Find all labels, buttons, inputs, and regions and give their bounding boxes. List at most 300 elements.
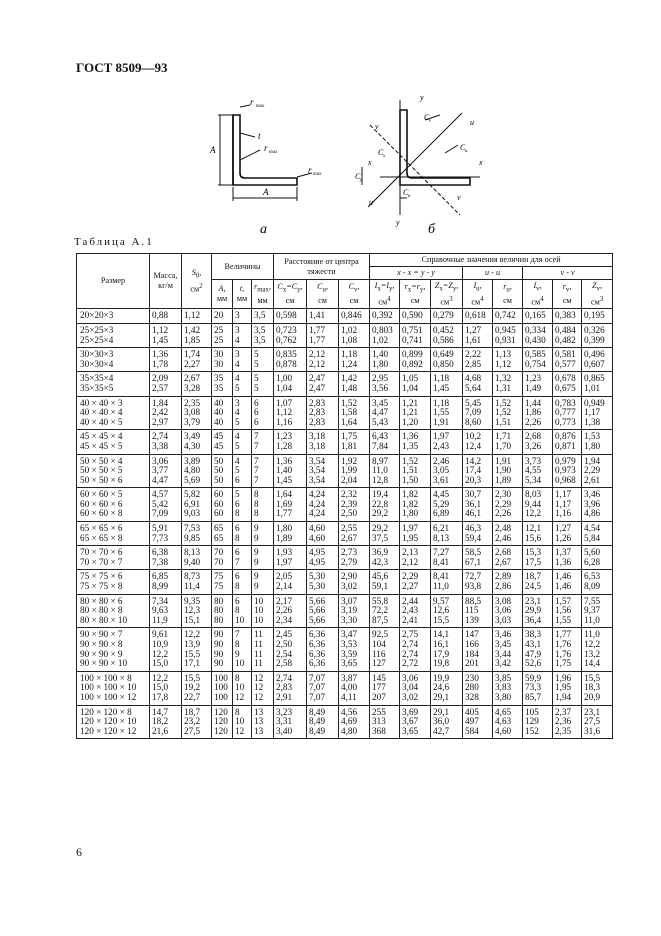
profile-value: 5 — [235, 440, 240, 451]
value-cell — [252, 570, 274, 594]
size-cell — [77, 628, 150, 671]
value-cell — [493, 546, 523, 570]
value-cell — [523, 309, 553, 324]
profile-value: 65 — [214, 523, 224, 534]
profile-value: 1,18 — [433, 397, 450, 408]
table-row-group — [77, 671, 613, 705]
profile-value: 15,5 — [584, 672, 601, 683]
value-cell — [339, 323, 370, 347]
profile-value: 3,96 — [584, 498, 601, 509]
value-cell — [400, 430, 431, 454]
profile-value: 100 — [214, 682, 228, 693]
profile-value: 1,94 — [584, 455, 601, 466]
value-cell — [431, 570, 463, 594]
value-cell — [339, 594, 370, 628]
value-cell — [339, 671, 370, 705]
profile-value: 3,49 — [184, 431, 201, 442]
profile-value: 17,5 — [525, 556, 542, 567]
value-cell — [212, 372, 233, 396]
profile-size: 60 × 60 × 5 — [80, 489, 123, 500]
profile-value: 2,68 — [525, 431, 542, 442]
profile-value: 3,44 — [495, 648, 512, 659]
profile-value: 139 — [465, 614, 479, 625]
profile-size: 120 × 120 × 12 — [80, 725, 137, 736]
profile-value: 1,36 — [555, 556, 572, 567]
profile-value: 13,2 — [584, 648, 601, 659]
profile-value: 6,36 — [309, 629, 326, 640]
value-cell — [150, 705, 182, 739]
profile-value: 2,74 — [152, 431, 169, 442]
value-cell — [274, 522, 307, 546]
profile-value: 1,51 — [495, 416, 512, 427]
profile-value: 60 — [214, 489, 224, 500]
profile-value: 87,5 — [372, 614, 389, 625]
profile-value: 1,36 — [152, 349, 169, 360]
profile-value: 3,77 — [152, 465, 169, 476]
value-cell — [182, 372, 212, 396]
profile-value: 15,5 — [184, 672, 201, 683]
value-cell — [233, 372, 252, 396]
size-cell — [77, 570, 150, 594]
profile-value: 6,36 — [309, 658, 326, 669]
profile-value: 0,598 — [276, 310, 297, 321]
value-cell — [523, 570, 553, 594]
value-cell — [400, 705, 431, 739]
profile-value: 5,60 — [584, 547, 601, 558]
profile-value: 0,618 — [465, 310, 486, 321]
profile-value: 5,69 — [184, 474, 201, 485]
value-cell — [523, 323, 553, 347]
profile-value: 0,931 — [495, 334, 516, 345]
profile-value: 3 — [235, 349, 240, 360]
value-cell — [493, 454, 523, 488]
profile-value: 1,42 — [341, 373, 358, 384]
profile-value: 36,0 — [433, 716, 450, 727]
value-cell — [463, 430, 493, 454]
profile-value: 166 — [465, 639, 479, 649]
profile-value: 6 — [254, 407, 259, 418]
value-cell — [274, 454, 307, 488]
profile-value: 2,48 — [495, 523, 512, 534]
profile-value: 1,80 — [276, 523, 293, 534]
profile-value: 2,09 — [152, 373, 169, 384]
profile-value: 4,57 — [152, 489, 169, 500]
profile-value: 8 — [254, 508, 259, 519]
value-cell — [463, 594, 493, 628]
profile-value: 127 — [372, 658, 386, 669]
profile-value: 4 — [235, 431, 240, 442]
value-cell — [493, 488, 523, 522]
profile-value: 2,90 — [341, 571, 358, 582]
header-axis-uu: u - u — [463, 267, 523, 280]
profile-value: 29,1 — [433, 706, 450, 717]
document-title: ГОСТ 8509—93 — [76, 60, 168, 75]
profile-value: 0,754 — [525, 358, 546, 369]
value-cell — [150, 522, 182, 546]
header-unit-col-2: $r_{max}$, мм — [252, 280, 274, 309]
value-cell — [370, 594, 400, 628]
profile-value: 59,1 — [372, 581, 389, 592]
value-cell — [370, 348, 400, 372]
profile-value: 18,3 — [584, 682, 601, 693]
profile-value: 3,23 — [276, 706, 293, 717]
profile-value: 8,13 — [184, 547, 201, 558]
profile-value: 177 — [372, 682, 386, 693]
profile-value: 5 — [235, 382, 240, 393]
value-cell — [252, 705, 274, 739]
profile-value: 6 — [254, 416, 259, 427]
value-cell — [370, 705, 400, 739]
value-cell — [150, 430, 182, 454]
value-cell — [150, 323, 182, 347]
profile-value: 7,53 — [184, 523, 201, 534]
fig-b-cx-left: C — [378, 148, 384, 157]
profile-value: 0,973 — [555, 465, 576, 476]
profile-value: 1,80 — [584, 440, 601, 451]
value-cell — [182, 454, 212, 488]
profile-value: 0,326 — [584, 324, 605, 335]
value-cell — [370, 671, 400, 705]
value-cell — [212, 628, 233, 671]
value-cell — [582, 628, 613, 671]
profile-value: 9,85 — [184, 532, 201, 543]
profile-value: 8,41 — [433, 556, 450, 567]
profile-value: 2,67 — [495, 556, 512, 567]
profile-value: 2,35 — [555, 725, 572, 736]
profile-value: 9 — [254, 532, 259, 543]
profile-value: 21,6 — [152, 725, 169, 736]
header-unit-col-1: t, мм — [233, 280, 252, 309]
profile-value: 5,34 — [525, 474, 542, 485]
profile-size: 50 × 50 × 6 — [80, 474, 123, 485]
profile-value: 4 — [235, 455, 240, 466]
value-cell — [274, 488, 307, 522]
profile-value: 0,876 — [555, 431, 576, 442]
profile-value: 36,1 — [465, 498, 482, 509]
fig-a-r-top-sub: max — [256, 104, 265, 109]
value-cell — [582, 570, 613, 594]
value-cell — [553, 594, 582, 628]
profile-value: 5,30 — [309, 571, 326, 582]
value-cell — [307, 488, 339, 522]
profile-value: 0,577 — [555, 358, 576, 369]
profile-size: 25×25×4 — [80, 334, 114, 345]
profile-value: 5,43 — [372, 416, 389, 427]
value-cell — [307, 309, 339, 324]
value-cell — [307, 546, 339, 570]
header-area: $S_0$, $см^2$ — [182, 254, 212, 309]
value-cell — [182, 309, 212, 324]
profile-value: 6,28 — [584, 556, 601, 567]
profile-value: 75 — [214, 581, 224, 592]
profile-value: 1,23 — [276, 431, 293, 442]
value-cell — [370, 372, 400, 396]
profile-value: 201 — [465, 658, 479, 669]
profile-value: 0,484 — [555, 324, 576, 335]
profile-value: 1,46 — [555, 571, 572, 582]
header-unit-col-11: $I_v$, $см^4$ — [523, 280, 553, 309]
profile-value: 12,2 — [152, 648, 169, 659]
header-mass: Масса, кг/м — [150, 254, 182, 309]
profile-value: 1,17 — [555, 498, 572, 509]
profile-value: 5 — [254, 349, 259, 360]
profile-value: 0,723 — [276, 324, 297, 335]
profile-value: 1,23 — [525, 373, 542, 384]
profile-value: 1,75 — [341, 431, 358, 442]
profile-value: 3,54 — [309, 474, 326, 485]
value-cell — [274, 594, 307, 628]
value-cell — [339, 570, 370, 594]
table-row-group — [77, 546, 613, 570]
profile-value: 184 — [465, 648, 479, 659]
table-row-group — [77, 522, 613, 546]
profile-value: 4,68 — [465, 373, 482, 384]
profile-value: 120 — [214, 716, 228, 727]
profile-value: 1,44 — [525, 397, 542, 408]
profile-value: 0,871 — [555, 440, 576, 451]
fig-b-cu: C — [460, 143, 466, 152]
profile-value: 2,74 — [276, 672, 293, 683]
profile-value: 12,8 — [372, 474, 389, 485]
profile-value: 14,7 — [152, 706, 169, 717]
profile-value: 2,85 — [465, 358, 482, 369]
profile-value: 9 — [254, 581, 259, 592]
profile-value: 105 — [525, 706, 539, 717]
profile-value: 12,2 — [152, 672, 169, 683]
profile-value: 8,03 — [525, 489, 542, 500]
profile-size: 60 × 60 × 6 — [80, 498, 123, 509]
value-cell — [523, 671, 553, 705]
profile-value: 12,2 — [184, 629, 201, 640]
profile-size: 120 × 120 × 8 — [80, 706, 132, 717]
table-row-group — [77, 570, 613, 594]
profile-value: 1,97 — [402, 523, 419, 534]
profile-value: 0,945 — [495, 324, 516, 335]
value-cell — [252, 671, 274, 705]
value-cell — [463, 671, 493, 705]
profile-value: 19,2 — [184, 682, 201, 693]
profile-value: 584 — [465, 725, 479, 736]
value-cell — [400, 546, 431, 570]
value-cell — [150, 570, 182, 594]
profile-value: 14,2 — [465, 455, 482, 466]
profile-value: 2,42 — [152, 407, 169, 418]
profile-value: 2,17 — [276, 595, 293, 606]
profile-value: 120 — [214, 706, 228, 717]
value-cell — [252, 323, 274, 347]
value-cell — [370, 396, 400, 430]
value-cell — [252, 546, 274, 570]
profile-value: 10 — [235, 658, 245, 669]
profile-value: 0,279 — [433, 310, 454, 321]
value-cell — [339, 454, 370, 488]
profile-value: 2,29 — [402, 571, 419, 582]
profile-value: 1,01 — [584, 382, 601, 393]
header-unit-col-10: $r_u$, см — [493, 280, 523, 309]
profile-value: 2,39 — [341, 498, 358, 509]
profile-value: 12 — [235, 725, 245, 736]
profile-value: 2,43 — [402, 605, 419, 616]
profile-value: 8 — [254, 498, 259, 509]
profile-value: 12,4 — [465, 440, 482, 451]
value-cell — [553, 454, 582, 488]
value-cell — [493, 348, 523, 372]
profile-value: 2,54 — [276, 648, 293, 659]
profile-value: 9 — [235, 648, 240, 659]
profile-size: 90 × 90 × 7 — [80, 629, 123, 640]
profile-value: 23,2 — [184, 716, 201, 727]
value-cell — [582, 323, 613, 347]
value-cell — [463, 309, 493, 324]
profile-size: 40 × 40 × 4 — [80, 407, 123, 418]
fig-b-x-left: x — [368, 158, 372, 167]
profile-value: 8,99 — [152, 581, 169, 592]
profile-value: 1,18 — [341, 349, 358, 360]
value-cell — [523, 396, 553, 430]
value-cell — [182, 323, 212, 347]
profile-value: 3,83 — [495, 682, 512, 693]
profile-value: 2,95 — [372, 373, 389, 384]
profile-value: 3,18 — [309, 431, 326, 442]
profile-value: 3,30 — [341, 614, 358, 625]
value-cell — [400, 570, 431, 594]
size-cell — [77, 348, 150, 372]
profile-value: 11,0 — [433, 581, 449, 592]
value-cell — [493, 671, 523, 705]
profile-value: 55,8 — [372, 595, 389, 606]
profile-value: 5,82 — [184, 489, 201, 500]
value-cell — [182, 671, 212, 705]
value-cell — [493, 705, 523, 739]
profile-value: 46,1 — [465, 508, 482, 519]
profile-value: 17,4 — [465, 465, 482, 476]
value-cell — [339, 348, 370, 372]
profile-value: 5 — [235, 416, 240, 427]
value-cell — [553, 628, 582, 671]
profile-value: 5,45 — [465, 397, 482, 408]
value-cell — [252, 372, 274, 396]
profile-value: 0,581 — [555, 349, 576, 360]
value-cell — [274, 372, 307, 396]
profile-value: 42,7 — [433, 725, 450, 736]
profile-value: 1,28 — [276, 440, 293, 451]
value-cell — [307, 628, 339, 671]
profile-value: 1,82 — [402, 498, 419, 509]
profile-value: 3,56 — [372, 382, 389, 393]
profile-value: 100 — [214, 691, 228, 702]
profile-value: 4,86 — [584, 508, 601, 519]
value-cell — [400, 372, 431, 396]
profile-value: 15,6 — [525, 532, 542, 543]
value-cell — [431, 323, 463, 347]
profile-value: 29,9 — [525, 605, 542, 616]
profile-value: 11,0 — [584, 629, 600, 640]
profile-value: 15,1 — [184, 614, 201, 625]
profile-value: 36,4 — [525, 614, 542, 625]
value-cell — [212, 546, 233, 570]
table-row-group — [77, 323, 613, 347]
value-cell — [233, 323, 252, 347]
profile-value: 13,9 — [184, 639, 201, 649]
value-cell — [233, 430, 252, 454]
profile-value: 1,85 — [184, 334, 201, 345]
value-cell — [182, 348, 212, 372]
value-cell — [182, 594, 212, 628]
profile-size: 100 × 100 × 10 — [80, 682, 137, 693]
profile-value: 1,95 — [402, 532, 419, 543]
fig-a-r-bottom-sub: max — [313, 172, 322, 177]
value-cell — [523, 522, 553, 546]
profile-value: 3,45 — [372, 397, 389, 408]
profile-value: 1,36 — [402, 431, 419, 442]
profile-value: 4,54 — [584, 523, 601, 534]
value-cell — [274, 628, 307, 671]
profile-value: 25 — [214, 324, 224, 335]
value-cell — [182, 488, 212, 522]
profile-value: 3,80 — [495, 691, 512, 702]
profile-value: 8,49 — [309, 725, 326, 736]
header-unit-col-12: $r_v$, см — [553, 280, 582, 309]
value-cell — [150, 396, 182, 430]
profile-value: 7 — [254, 431, 259, 442]
profile-value: 2,50 — [341, 508, 358, 519]
value-cell — [400, 348, 431, 372]
profile-value: 67,1 — [465, 556, 482, 567]
profile-value: 1,48 — [341, 382, 358, 393]
profile-value: 2,27 — [402, 581, 419, 592]
header-axis-xy: x - x = y - y — [370, 267, 463, 280]
value-cell — [400, 488, 431, 522]
profile-value: 90 — [214, 639, 224, 649]
profile-value: 4,69 — [341, 716, 358, 727]
profile-value: 88,5 — [465, 595, 482, 606]
profile-value: 1,71 — [495, 431, 512, 442]
profile-value: 2,47 — [309, 382, 326, 393]
table-row-group — [77, 628, 613, 671]
profile-value: 8,60 — [465, 416, 482, 427]
profile-value: 0,383 — [555, 310, 576, 321]
header-reference: Справочные значения величин для осей — [370, 254, 613, 267]
profile-value: 9,03 — [184, 508, 201, 519]
value-cell — [252, 309, 274, 324]
profile-value: 2,57 — [152, 382, 169, 393]
value-cell — [523, 430, 553, 454]
profile-value: 2,74 — [402, 639, 419, 649]
profile-value: 1,70 — [495, 440, 512, 451]
profile-value: 3,59 — [341, 648, 358, 659]
profile-value: 12 — [235, 691, 245, 702]
profile-value: 40 — [214, 416, 224, 427]
profile-value: 1,12 — [276, 407, 293, 418]
profile-value: 9,37 — [584, 605, 601, 616]
profile-value: 15,5 — [433, 614, 450, 625]
profile-value: 59,4 — [465, 532, 482, 543]
profile-value: 328 — [465, 691, 479, 702]
value-cell — [493, 309, 523, 324]
profile-value: 40 — [214, 397, 224, 408]
profile-value: 1,94 — [555, 691, 572, 702]
profile-value: 6 — [235, 595, 240, 606]
profile-value: 6 — [235, 523, 240, 534]
profile-value: 4,55 — [525, 465, 542, 476]
profile-value: 72,7 — [465, 571, 482, 582]
value-cell — [553, 430, 582, 454]
value-cell — [233, 522, 252, 546]
profile-value: 9 — [254, 571, 259, 582]
profile-value: 1,41 — [309, 310, 326, 321]
size-cell — [77, 705, 150, 739]
value-cell — [274, 323, 307, 347]
